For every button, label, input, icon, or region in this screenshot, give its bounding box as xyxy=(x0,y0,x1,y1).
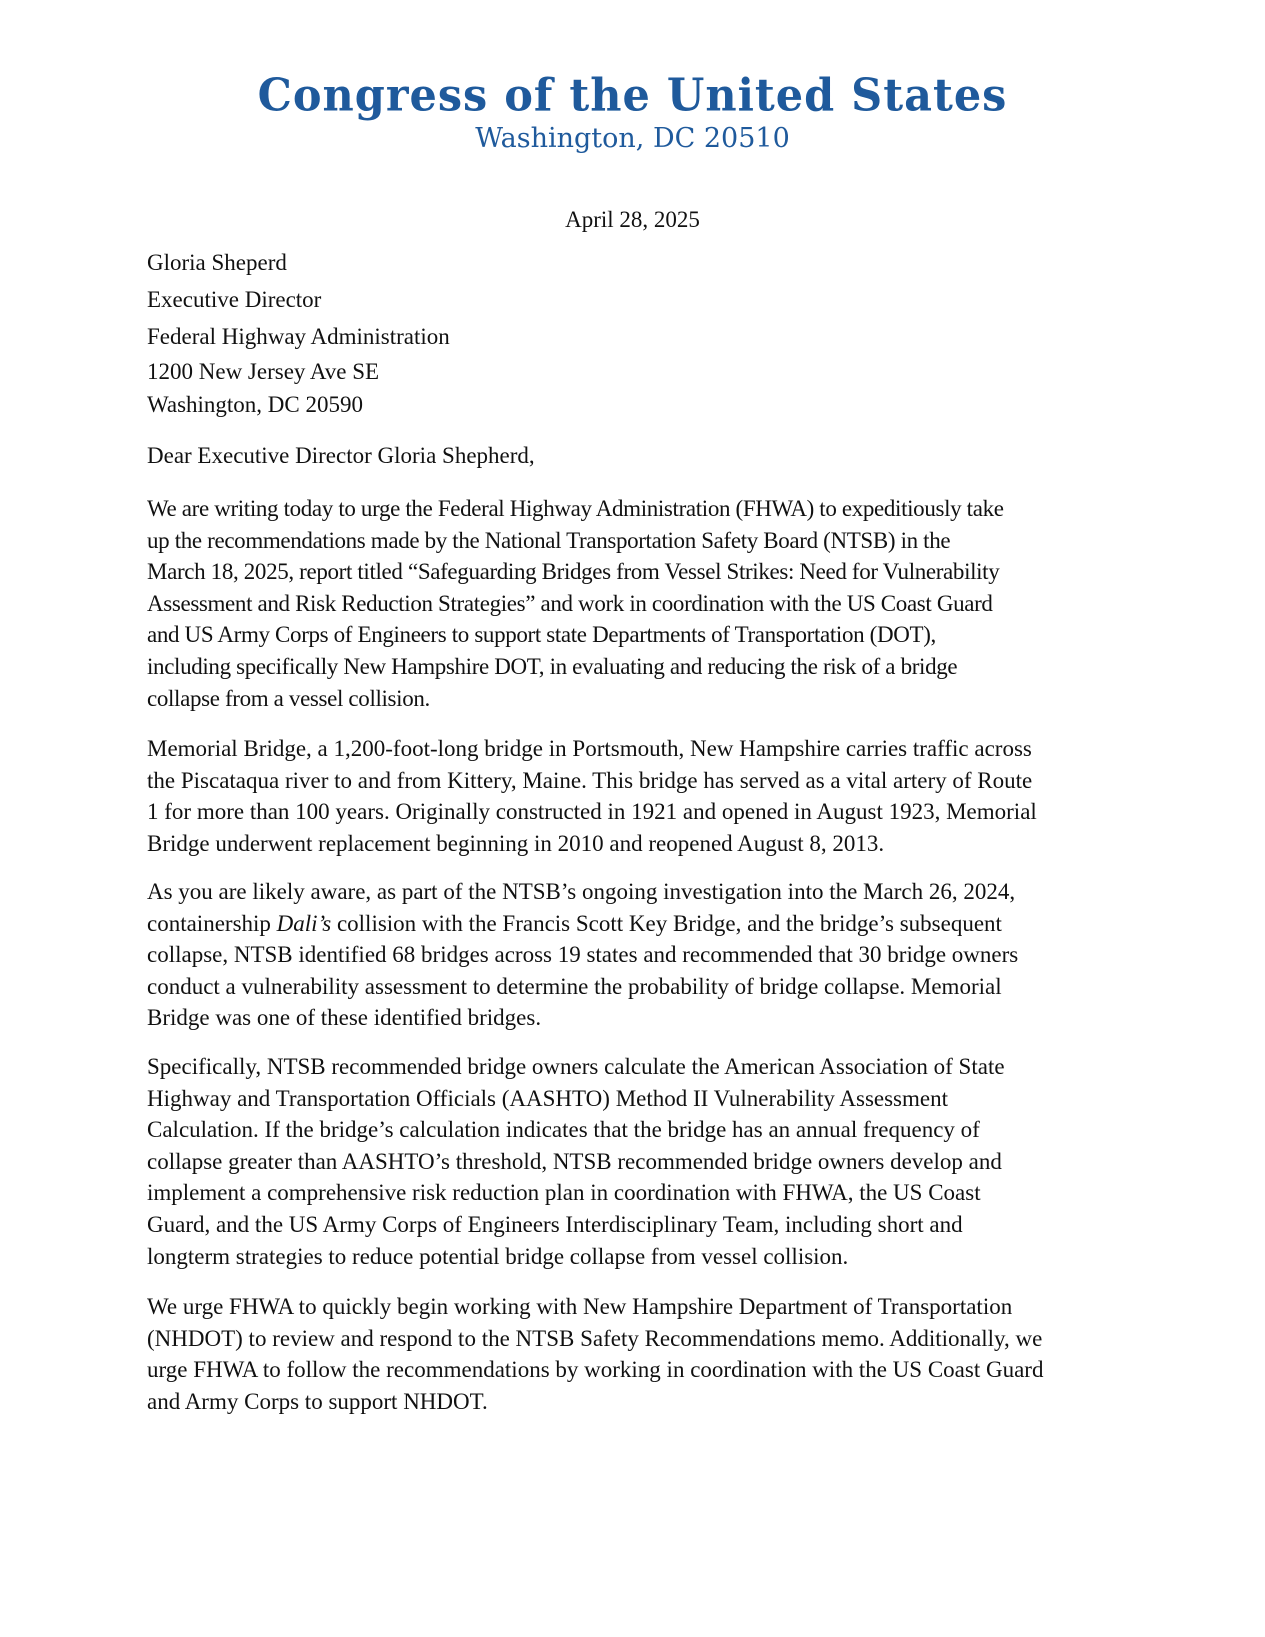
text-fragment: containership xyxy=(147,910,277,936)
text-line: collapse greater than AASHTO’s threshold, NTSB recommended bridge owners develop and xyxy=(147,1148,1002,1174)
text-line: Highway and Transportation Officials (AASHTO) Method II Vulnerability Assessment xyxy=(147,1085,948,1111)
text-line: Bridge was one of these identified bridges. xyxy=(147,1005,542,1031)
text-line: conduct a vulnerability assessment to determine the probability of bridge collapse. Memorial xyxy=(147,973,1002,999)
letter-date: April 28, 2025 xyxy=(565,207,700,232)
letterhead-subtitle: Washington, DC 20510 xyxy=(475,123,790,154)
text-line xyxy=(147,908,1127,940)
text-line: up the recommendations made by the National Transportation Safety Board (NTSB) in the xyxy=(147,527,951,553)
text-line: collapse from a vessel collision. xyxy=(147,685,430,711)
text-line: March 18, 2025, report titled “Safeguarding Bridges from Vessel Strikes: Need for Vulnerability xyxy=(147,559,1000,585)
text-line: As you are likely aware, as part of the NTSB’s ongoing investigation into the March 26, 2024, xyxy=(147,879,1016,904)
paragraph-aashto-recommendation xyxy=(147,1051,1127,1272)
paragraph-urge-fhwa xyxy=(147,1291,1127,1417)
recipient-address-block xyxy=(147,244,450,421)
text-line: (NHDOT) to review and respond to the NTSB Safety Recommendations memo. Additionally, we xyxy=(147,1325,1043,1351)
letterhead xyxy=(0,69,1265,156)
text-line: Assessment and Risk Reduction Strategies” and work in coordination with the US Coast Guard xyxy=(147,590,993,616)
recipient-title: Executive Director xyxy=(147,287,322,312)
text-line: Specifically, NTSB recommended bridge owners calculate the American Association of State xyxy=(147,1054,1005,1079)
text-line: longterm strategies to reduce potential bridge collapse from vessel collision. xyxy=(147,1243,849,1269)
text-fragment: collision with the Francis Scott Key Bridge, and the bridge’s subsequent xyxy=(331,910,1002,936)
text-line: the Piscataqua river to and from Kittery, Maine. This bridge has served as a vital artery of Route xyxy=(147,767,1033,793)
recipient-organization: Federal Highway Administration xyxy=(147,324,450,349)
text-line: including specifically New Hampshire DOT, in evaluating and reducing the risk of a bridge xyxy=(147,653,958,679)
paragraph-memorial-bridge xyxy=(147,733,1127,859)
text-line: urge FHWA to follow the recommendations by working in coordination with the US Coast Guard xyxy=(147,1357,1044,1383)
text-line: Bridge underwent replacement beginning in 2010 and reopened August 8, 2013. xyxy=(147,830,885,856)
recipient-street: 1200 New Jersey Ave SE xyxy=(147,359,380,384)
text-line: We urge FHWA to quickly begin working with New Hampshire Department of Transportation xyxy=(147,1294,1013,1319)
salutation: Dear Executive Director Gloria Shepherd, xyxy=(147,443,535,468)
text-line: implement a comprehensive risk reduction plan in coordination with FHWA, the US Coast xyxy=(147,1180,981,1206)
text-line: We are writing today to urge the Federal Highway Administration (FHWA) to expeditiously take xyxy=(147,496,1004,521)
letterhead-title: Congress of the United States xyxy=(257,69,1008,123)
text-line: collapse, NTSB identified 68 bridges across 19 states and recommended that 30 bridge owners xyxy=(147,942,1019,968)
vessel-name-italic: Dali’s xyxy=(276,910,332,936)
paragraph-request xyxy=(147,493,1127,714)
recipient-city: Washington, DC 20590 xyxy=(147,392,364,417)
text-line: and Army Corps to support NHDOT. xyxy=(147,1388,488,1414)
text-line: Guard, and the US Army Corps of Engineers Interdisciplinary Team, including short and xyxy=(147,1211,963,1237)
recipient-name: Gloria Sheperd xyxy=(147,250,287,275)
text-line: and US Army Corps of Engineers to support state Departments of Transportation (DOT), xyxy=(147,622,936,648)
text-line: 1 for more than 100 years. Originally constructed in 1921 and opened in August 1923, Memorial xyxy=(147,799,1037,825)
paragraph-ntsb-investigation xyxy=(147,876,1127,1034)
text-line: Calculation. If the bridge’s calculation indicates that the bridge has an annual frequency of xyxy=(147,1117,980,1143)
text-line: Memorial Bridge, a 1,200-foot-long bridge in Portsmouth, New Hampshire carries traffic across xyxy=(147,736,1032,761)
